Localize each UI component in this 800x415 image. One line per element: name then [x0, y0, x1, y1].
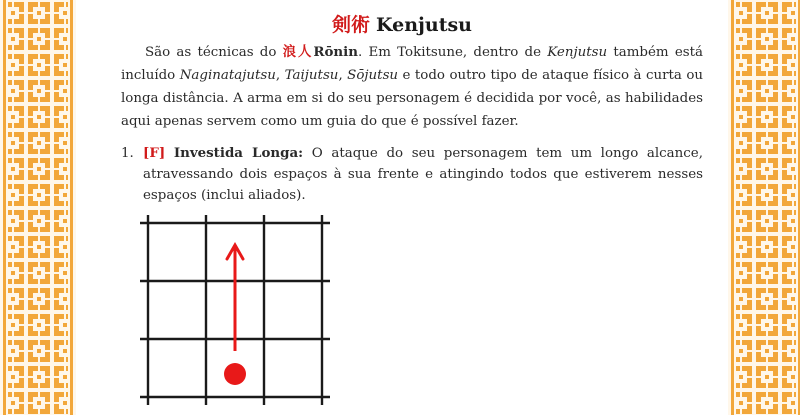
player-marker [224, 363, 246, 385]
skill-tag: [F] [143, 145, 166, 161]
section-title [76, 10, 728, 37]
intro-text: . Em Tokitsune, dentro de [357, 45, 548, 60]
decorative-border-right [728, 0, 800, 415]
intro-separator: , [275, 68, 285, 83]
taijutsu-term: Taijutsu [284, 68, 339, 83]
intro-paragraph [121, 41, 703, 133]
ronin-kanji: 浪人 [282, 44, 314, 60]
intro-text: São as técnicas do [145, 45, 283, 60]
ornament-pattern-left [0, 0, 76, 415]
attack-range-diagram [140, 205, 330, 415]
title-kanji: 剣術 [332, 14, 371, 36]
arrow-up-icon [227, 245, 243, 351]
decorative-border-left [0, 0, 76, 415]
title-text: Kenjutsu [376, 14, 472, 36]
ornament-pattern-right [728, 0, 800, 415]
intro-text: e todo outro tipo de ataque físico à curta ou longa distância. A arma em si do seu personagem é decidida por você, as habilidades aqui apenas servem como um guia do que é possível fazer. [121, 68, 704, 129]
ronin-term: Rōnin [313, 44, 358, 60]
skill-description: O ataque do seu personagem tem um longo alcance, atravessando dois espaços à sua frente e atingindo todos que estiverem nesses espaços (inclui aliados). [143, 146, 703, 203]
intro-separator: , [338, 68, 348, 83]
skill-list-item [121, 143, 703, 206]
naginatajutsu-term: Naginatajutsu [179, 68, 276, 83]
skill-number: 1. [121, 146, 134, 161]
kenjutsu-term: Kenjutsu [547, 45, 608, 60]
sojutsu-term: Sōjutsu [347, 68, 399, 83]
skill-name: Investida Longa: [173, 145, 304, 161]
intro-text: também está incluído [121, 45, 703, 83]
